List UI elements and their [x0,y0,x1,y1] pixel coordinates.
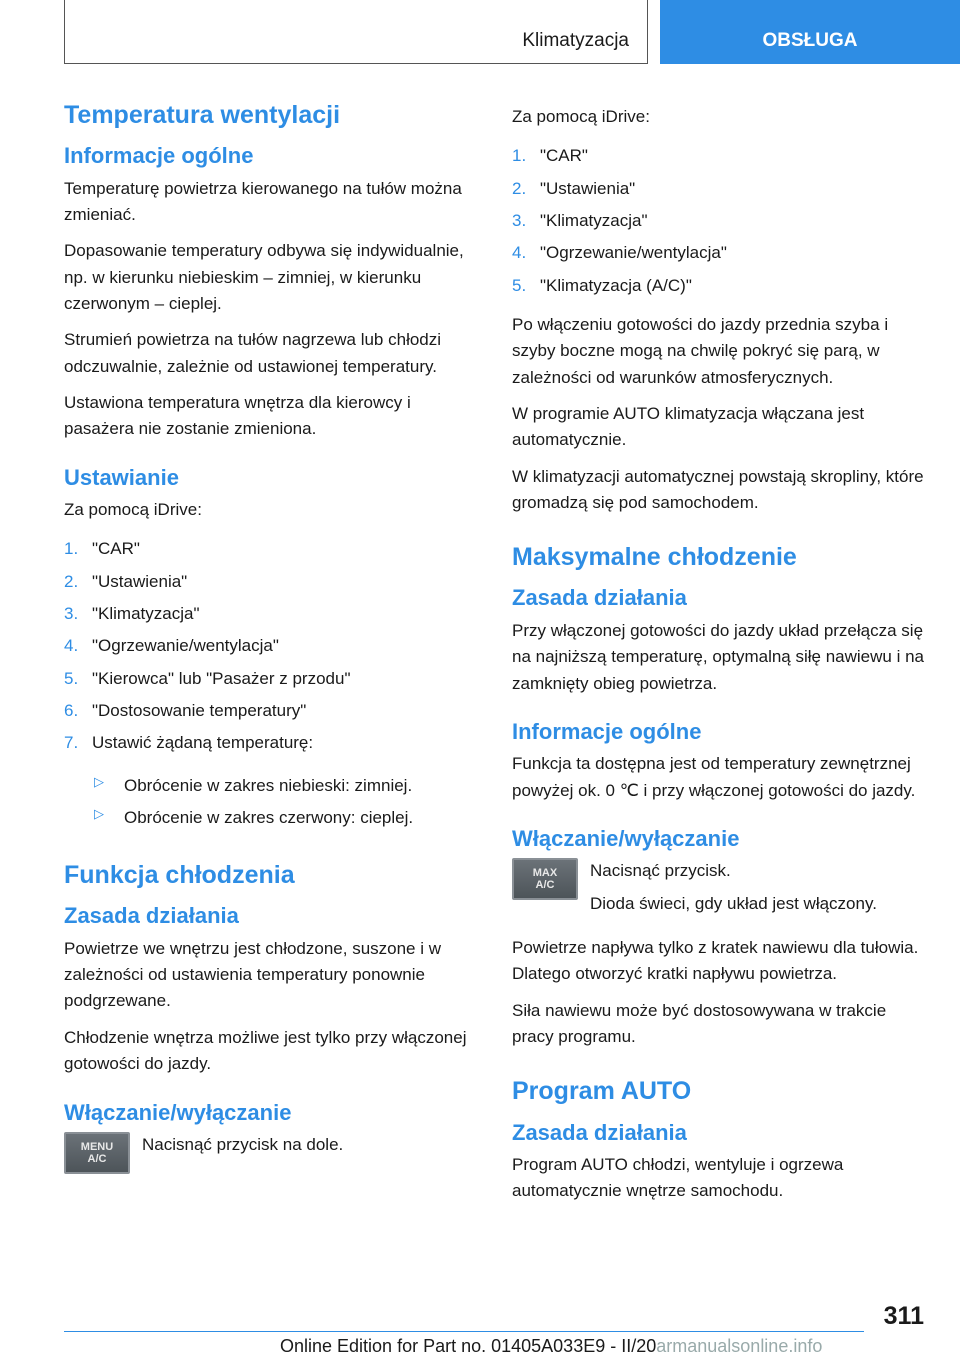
footer-divider [64,1331,864,1332]
header-box [64,0,648,64]
list-item: 1. "CAR" [64,539,140,559]
paragraph: Siła nawiewu może być dostosowywana w trakcie pracy programu. [512,1000,887,1047]
triangle-bullet-icon: ▷ [94,773,104,789]
list-item: 7. Ustawić żądaną temperaturę: [64,733,314,753]
page-number: 311 [883,1302,924,1330]
list-item: 2. "Ustawienia" [64,571,188,591]
paragraph: Dopasowanie temperatury odbywa się indywidualnie, np. w kierunku niebieskim – zimniej, w kierunku czerwonym – cieplej. [64,241,464,314]
paragraph: Po włączeniu gotowości do jazdy przednia szyba i szyby boczne mogą na chwilę pokryć się parą, w zależności od warunków atmosferycznych. [512,314,889,387]
menu-ac-button-icon: MENU A/C [64,1132,130,1174]
paragraph: Powietrze napływa tylko z kratek nawiewu dla tułowia. Dlatego otworzyć kratki napływu powietrza. [512,938,919,984]
list-item: 6. "Dostosowanie temperatury" [64,700,307,720]
paragraph: Za pomocą iDrive: [64,500,202,520]
subheading-general-info: Informacje ogólne [512,718,702,744]
max-ac-button-icon: MAX A/C [512,858,578,900]
paragraph: Nacisnąć przycisk na dole. [142,1134,344,1154]
paragraph: Program AUTO chłodzi, wentyluje i ogrzewa automatycznie wnętrze samochodu. [512,1155,844,1201]
list-item: 3. "Klimatyzacja" [64,604,200,624]
chapter-tab[interactable] [660,0,960,64]
button-instruction [64,1132,478,1174]
list-item: 4. "Ogrzewanie/wentylacja" [64,636,279,656]
paragraph: Powietrze we wnętrzu jest chłodzone, suszone i w zależności od ustawienia temperatury ponownie podgrzewane. [64,938,442,1011]
sub-list-item: ▷ Obrócenie w zakres czerwony: cieplej. [94,802,478,834]
paragraph: Ustawiona temperatura wnętrza dla kierowcy i pasażera nie zostanie zmieniona. [64,393,411,439]
steps-list [512,140,928,301]
heading-auto-program: Program AUTO [512,1077,692,1106]
subheading-general-info: Informacje ogólne [64,143,254,169]
list-item: 1. "CAR" [512,146,588,166]
subheading-setting: Ustawianie [64,464,179,490]
list-item: 2. "Ustawienia" [512,178,636,198]
subheading-principle: Zasada działania [512,1119,687,1145]
paragraph: Strumień powietrza na tułów nagrzewa lub chłodzi odczuwalnie, zależnie od ustawionej temperatury. [64,330,442,376]
paragraph: Temperaturę powietrza kierowanego na tułów można zmieniać. [64,178,462,224]
subheading-on-off: Włączanie/wyłączanie [512,825,740,851]
sub-list [94,770,478,835]
footer-edition: Online Edition for Part no. 01405A033E9 - II/20armanualsonline.info [280,1336,823,1356]
button-instruction [512,858,928,923]
chapter-tab-label: OBSŁUGA [762,30,858,51]
subheading-principle: Zasada działania [512,585,687,611]
heading-temperature: Temperatura wentylacji [64,101,341,129]
paragraph: Dioda świeci, gdy układ jest włączony. [590,893,877,913]
paragraph: Przy włączonej gotowości do jazdy układ przełącza się na najniższą temperaturę, optymalną siłę nawiewu i na zamknięty obieg powietrza. [512,620,925,693]
paragraph: W programie AUTO klimatyzacja włączana jest automatycznie. [512,403,865,450]
paragraph: Za pomocą iDrive: [512,107,650,126]
steps-list [64,533,478,759]
paragraph: Nacisnąć przycisk. [590,861,731,881]
triangle-bullet-icon: ▷ [94,805,104,821]
list-item: 5. "Klimatyzacja (A/C)" [512,275,692,295]
left-column [64,100,478,1186]
section-title: Klimatyzacja [522,30,629,51]
right-column [512,104,928,1215]
paragraph: Chłodzenie wnętrza możliwe jest tylko przy włączonej gotowości do jazdy. [64,1027,467,1074]
subheading-principle: Zasada działania [64,903,239,929]
heading-cooling: Funkcja chłodzenia [64,861,295,890]
list-item: 5. "Kierowca" lub "Pasażer z przodu" [64,668,351,688]
list-item: 3. "Klimatyzacja" [512,210,648,230]
paragraph: W klimatyzacji automatycznej powstają skropliny, które gromadzą się pod samochodem. [512,466,924,512]
paragraph: Funkcja ta dostępna jest od temperatury zewnętrznej powyżej ok. 0 ℃ i przy włączonej gotowości do jazdy. [512,754,916,800]
watermark: armanualsonline.info [656,1336,823,1356]
subheading-on-off: Włączanie/wyłączanie [64,1099,292,1125]
heading-max-cooling: Maksymalne chłodzenie [512,543,797,572]
list-item: 4. "Ogrzewanie/wentylacja" [512,243,727,263]
sub-list-item: ▷ Obrócenie w zakres niebieski: zimniej. [94,770,478,802]
